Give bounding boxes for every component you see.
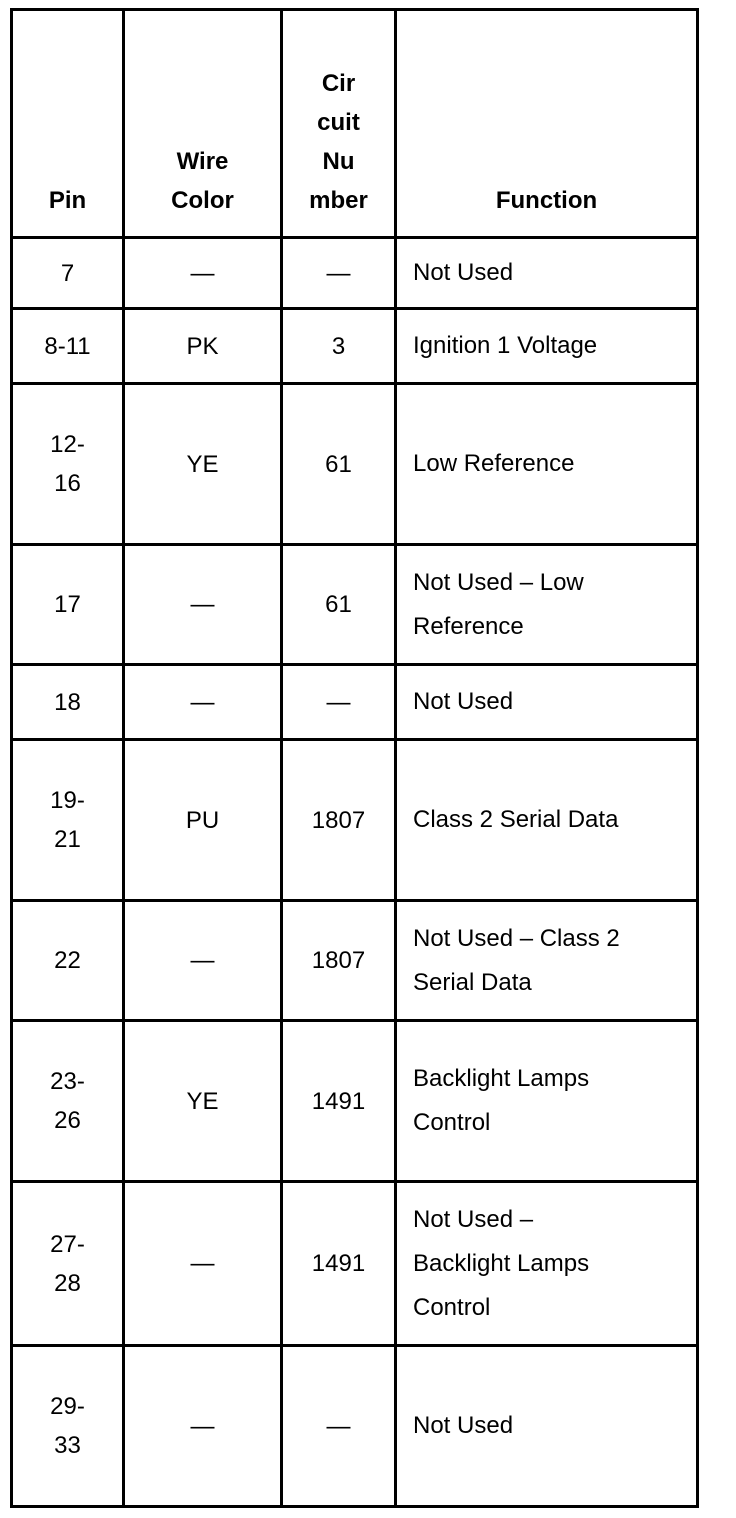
header-circuit-line: mber (309, 187, 368, 214)
cell-function-line: Serial Data (413, 968, 532, 996)
cell-pin-line: 7 (60, 259, 75, 287)
cell-pin-line: 26 (54, 1107, 81, 1134)
cell-function-line: Low Reference (413, 450, 575, 477)
cell-pin-line: 18 (54, 688, 81, 716)
cell-wire-color: — (124, 238, 282, 309)
cell-pin (12, 665, 124, 740)
cell-function (396, 1021, 698, 1182)
cell-wire-color: — (124, 1182, 282, 1346)
cell-function (396, 740, 698, 901)
cell-circuit-number: — (282, 665, 396, 740)
header-wire-line: Wire (176, 148, 229, 175)
cell-pin-line: 19- (50, 787, 85, 814)
cell-pin-line: 17 (54, 591, 81, 618)
header-row (12, 10, 698, 238)
cell-function (396, 665, 698, 740)
cell-pin (12, 1182, 124, 1346)
table-row (12, 1182, 698, 1346)
cell-function (396, 238, 698, 309)
table-row (12, 1346, 698, 1507)
cell-function-line: Control (413, 1109, 491, 1136)
cell-pin-line: 21 (54, 826, 81, 853)
header-wire-line: Color (171, 187, 234, 214)
header-function (396, 10, 698, 238)
cell-function-line: Backlight Lamps (413, 1065, 590, 1092)
cell-pin (12, 309, 124, 384)
cell-function (396, 545, 698, 665)
cell-pin (12, 901, 124, 1021)
cell-pin-line: 22 (54, 947, 81, 974)
cell-function (396, 384, 698, 545)
cell-function (396, 309, 698, 384)
table-body (12, 238, 698, 1507)
cell-wire-color: — (124, 665, 282, 740)
cell-function-line: Not Used (413, 1412, 514, 1439)
table-row (12, 901, 698, 1021)
cell-circuit-number: 1807 (282, 740, 396, 901)
cell-function-line: Not Used – Low (413, 568, 584, 596)
cell-pin (12, 384, 124, 545)
table-row (12, 1021, 698, 1182)
header-function-label: Function (495, 187, 598, 214)
cell-function-line: Control (413, 1293, 491, 1321)
cell-circuit-number: 61 (282, 384, 396, 545)
cell-wire-color: YE (124, 384, 282, 545)
header-circuit-number (282, 10, 396, 238)
cell-function-line: Ignition 1 Voltage (413, 332, 598, 359)
header-circuit-line: Cir (321, 70, 356, 97)
header-circuit-line: Nu (322, 148, 355, 175)
cell-wire-color: PU (124, 740, 282, 901)
cell-circuit-number: 61 (282, 545, 396, 665)
cell-pin (12, 1346, 124, 1507)
cell-function (396, 1182, 698, 1346)
cell-circuit-number: — (282, 1346, 396, 1507)
cell-pin (12, 238, 124, 309)
table-row (12, 384, 698, 545)
cell-function-line: Class 2 Serial Data (413, 806, 619, 833)
table-row (12, 740, 698, 901)
cell-pin-line: 12- (50, 431, 85, 458)
cell-function (396, 901, 698, 1021)
cell-pin (12, 740, 124, 901)
cell-pin-line: 27- (50, 1230, 85, 1258)
cell-pin (12, 1021, 124, 1182)
cell-pin (12, 545, 124, 665)
cell-wire-color: YE (124, 1021, 282, 1182)
cell-pin-line: 28 (54, 1269, 81, 1297)
cell-circuit-number: 1807 (282, 901, 396, 1021)
cell-pin-line: 8-11 (44, 332, 91, 360)
header-pin (12, 10, 124, 238)
cell-function-line: Not Used – (413, 1205, 534, 1233)
header-pin-label: Pin (48, 187, 87, 214)
cell-circuit-number: 3 (282, 309, 396, 384)
cell-function-line: Reference (413, 612, 524, 640)
cell-circuit-number: 1491 (282, 1182, 396, 1346)
table-row (12, 665, 698, 740)
cell-wire-color: — (124, 1346, 282, 1507)
table-row (12, 545, 698, 665)
cell-function (396, 1346, 698, 1507)
cell-function-line: Not Used (413, 259, 514, 286)
cell-circuit-number: — (282, 238, 396, 309)
cell-wire-color: — (124, 901, 282, 1021)
header-circuit-line: cuit (317, 109, 360, 136)
cell-wire-color: PK (124, 309, 282, 384)
header-wire-color (124, 10, 282, 238)
cell-wire-color: — (124, 545, 282, 665)
cell-pin-line: 33 (54, 1432, 81, 1459)
table-row (12, 309, 698, 384)
pin-table (10, 8, 699, 1508)
cell-function-line: Not Used – Class 2 (413, 924, 620, 952)
table-row (12, 238, 698, 309)
cell-pin-line: 29- (50, 1393, 85, 1420)
cell-pin-line: 23- (50, 1068, 85, 1095)
cell-circuit-number: 1491 (282, 1021, 396, 1182)
cell-function-line: Not Used (413, 688, 514, 715)
cell-function-line: Backlight Lamps (413, 1249, 590, 1277)
cell-pin-line: 16 (54, 470, 81, 497)
